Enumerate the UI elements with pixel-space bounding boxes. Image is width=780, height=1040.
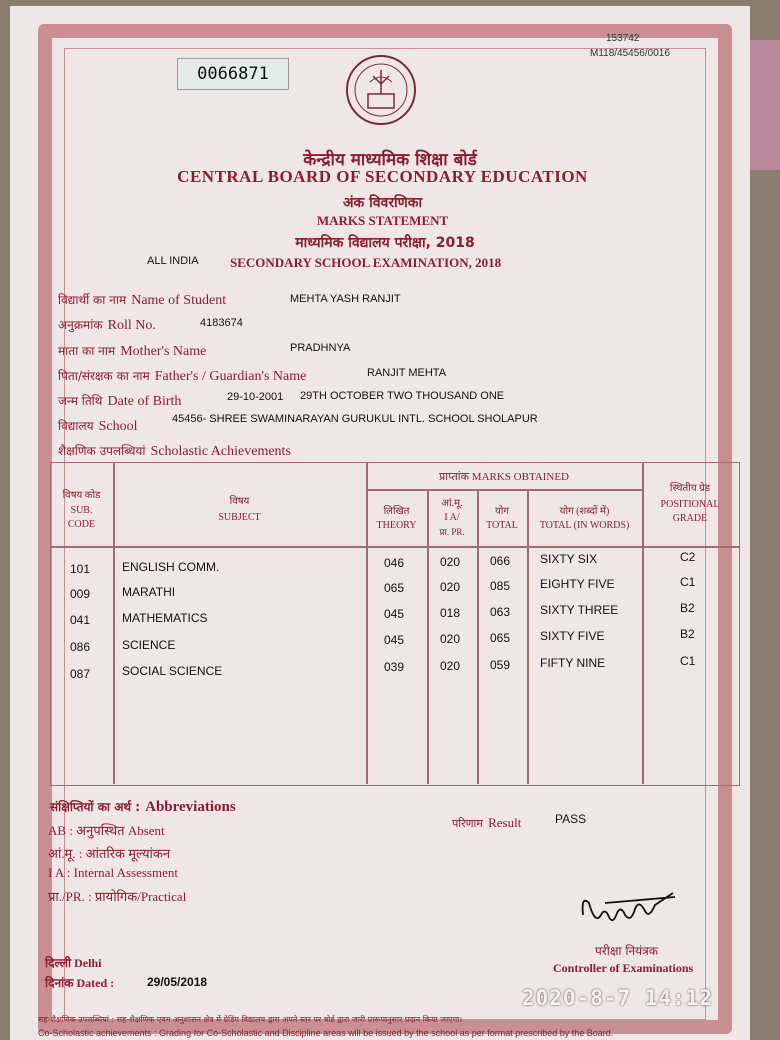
scholastic-hindi: शैक्षणिक उपलब्धियां bbox=[58, 444, 146, 458]
row2-subject: MARATHI bbox=[122, 585, 176, 599]
table-divider bbox=[50, 546, 740, 548]
school-label: School bbox=[98, 419, 138, 434]
row1-words: SIXTY SIX bbox=[540, 552, 598, 566]
header-subject: SUBJECT bbox=[218, 512, 261, 523]
row1-theory: 046 bbox=[384, 556, 405, 570]
header-code-1: SUB. bbox=[70, 505, 93, 516]
abbreviations-title-hindi: संक्षिप्तियों का अर्थ : bbox=[50, 800, 141, 814]
issue-date: 29/05/2018 bbox=[147, 975, 208, 989]
statement-title-hindi: अंक विवरणिका bbox=[342, 195, 423, 211]
region: ALL INDIA bbox=[147, 255, 199, 267]
row4-subject: SCIENCE bbox=[122, 638, 176, 652]
name-label-hindi: विद्यार्थी का नाम bbox=[58, 293, 127, 307]
roll-label-hindi: अनुक्रमांक bbox=[58, 318, 103, 332]
date-of-birth-words: 29TH OCTOBER TWO THOUSAND ONE bbox=[300, 390, 505, 402]
abbr-absent: AB : अनुपस्थित Absent bbox=[48, 823, 165, 838]
dob-label-hindi: जन्म तिथि bbox=[58, 394, 103, 408]
table-divider bbox=[366, 489, 642, 491]
row5-theory: 039 bbox=[384, 660, 405, 674]
header-total-hindi: योग bbox=[494, 506, 510, 517]
roll-number: 4183674 bbox=[200, 317, 243, 329]
header-theory-hindi: लिखित bbox=[383, 506, 410, 517]
result-label-hindi: परिणाम bbox=[452, 817, 483, 830]
serial-number: 0066871 bbox=[177, 58, 289, 90]
header-words-hindi: योग (शब्दों में) bbox=[559, 506, 610, 517]
row3-code: 041 bbox=[70, 613, 91, 627]
father-label-hindi: पिता/संरक्षक का नाम bbox=[58, 369, 150, 383]
mother-label-hindi: माता का नाम bbox=[58, 344, 116, 358]
header-subject-hindi: विषय bbox=[229, 496, 250, 507]
school-name: 45456- SHREE SWAMINARAYAN GURUKUL INTL. SCHOOL SHOLAPUR bbox=[172, 413, 538, 425]
mother-row bbox=[58, 340, 206, 360]
result-label-english: Result bbox=[488, 815, 522, 830]
header-grade-1: POSITIONAL bbox=[660, 499, 720, 510]
student-name-row bbox=[58, 289, 226, 309]
father-name: RANJIT MEHTA bbox=[367, 367, 447, 379]
board-title-hindi: केन्द्रीय माध्यमिक शिक्षा बोर्ड bbox=[303, 150, 477, 170]
row5-grade: C1 bbox=[680, 654, 696, 668]
row4-ia: 020 bbox=[440, 632, 461, 646]
name-label: Name of Student bbox=[131, 293, 227, 308]
table-divider bbox=[527, 489, 529, 784]
exam-title-english: SECONDARY SCHOOL EXAMINATION, 2018 bbox=[230, 255, 502, 270]
row5-total: 059 bbox=[490, 658, 511, 672]
abbr-practical: प्रा./PR. : प्रायोगिक/Practical bbox=[48, 889, 187, 904]
scholastic-heading bbox=[58, 440, 291, 460]
row5-code: 087 bbox=[70, 667, 91, 681]
row3-grade: B2 bbox=[680, 601, 695, 615]
header-words: TOTAL (IN WORDS) bbox=[539, 520, 630, 531]
roll-row bbox=[58, 314, 156, 334]
row5-words: FIFTY NINE bbox=[540, 656, 606, 670]
row1-code: 101 bbox=[70, 562, 91, 576]
result-value: PASS bbox=[555, 812, 587, 826]
student-name: MEHTA YASH RANJIT bbox=[290, 293, 401, 305]
row3-total: 063 bbox=[490, 605, 511, 619]
header-code-hindi: विषय कोड bbox=[62, 490, 101, 501]
row4-total: 065 bbox=[490, 631, 511, 645]
father-row bbox=[58, 365, 306, 385]
dob-label: Date of Birth bbox=[107, 394, 182, 409]
header-code-2: CODE bbox=[67, 519, 96, 530]
row1-total: 066 bbox=[490, 554, 511, 568]
abbreviations-title bbox=[50, 796, 236, 816]
header-theory: THEORY bbox=[376, 520, 417, 531]
row3-ia: 018 bbox=[440, 606, 461, 620]
row2-total: 085 bbox=[490, 579, 511, 593]
row2-theory: 065 bbox=[384, 581, 405, 595]
row5-ia: 020 bbox=[440, 659, 461, 673]
board-title-english: CENTRAL BOARD OF SECONDARY EDUCATION bbox=[177, 167, 588, 186]
row2-words: EIGHTY FIVE bbox=[540, 577, 615, 591]
row4-code: 086 bbox=[70, 640, 91, 654]
date-of-birth: 29-10-2001 bbox=[227, 391, 284, 403]
statement-title-english: MARKS STATEMENT bbox=[316, 213, 449, 228]
table-divider bbox=[477, 489, 479, 784]
row1-grade: C2 bbox=[680, 550, 696, 564]
top-code: 153742 bbox=[606, 33, 640, 44]
father-label: Father's / Guardian's Name bbox=[154, 369, 307, 384]
row3-words: SIXTY THREE bbox=[540, 603, 619, 617]
header-grade-2: GRADE bbox=[672, 513, 708, 524]
abbreviations-title-english: Abbreviations bbox=[145, 799, 236, 815]
reference-number: M118/45456/0016 bbox=[590, 48, 670, 59]
place: दिल्ली Delhi bbox=[45, 956, 102, 970]
header-total: TOTAL bbox=[486, 520, 518, 531]
abbr-ia: I A : Internal Assessment bbox=[48, 865, 178, 880]
cbse-emblem-icon bbox=[338, 52, 424, 132]
table-divider bbox=[113, 462, 115, 784]
row4-theory: 045 bbox=[384, 633, 405, 647]
row2-code: 009 bbox=[70, 587, 91, 601]
row5-subject: SOCIAL SCIENCE bbox=[122, 664, 223, 678]
abbr-ia-hindi: आं.मू. : आंतरिक मूल्यांकन bbox=[48, 846, 171, 861]
exam-title-hindi: माध्यमिक विद्यालय परीक्षा, 2018 bbox=[295, 235, 475, 251]
roll-label: Roll No. bbox=[107, 318, 156, 333]
row2-grade: C1 bbox=[680, 575, 696, 589]
header-grade-hindi: स्थितीय ग्रेड bbox=[669, 483, 711, 494]
header-marks-obtained: प्राप्तांक MARKS OBTAINED bbox=[438, 471, 570, 483]
mother-label: Mother's Name bbox=[120, 344, 207, 359]
row2-ia: 020 bbox=[440, 580, 461, 594]
controller-hindi: परीक्षा नियंत्रक bbox=[595, 944, 658, 958]
dob-row bbox=[58, 390, 181, 410]
row3-subject: MATHEMATICS bbox=[122, 611, 208, 625]
school-label-hindi: विद्यालय bbox=[58, 419, 94, 433]
footer-note-english: Co-Scholastic achievements : Grading for Co-Scholastic and Discipline areas will be issued by the school as per format prescribed by the Board. bbox=[38, 1028, 614, 1038]
header-ia-hindi: आं.मू. bbox=[441, 498, 463, 509]
row1-subject: ENGLISH COMM. bbox=[122, 560, 220, 574]
scholastic-english: Scholastic Achievements bbox=[150, 444, 291, 459]
row4-words: SIXTY FIVE bbox=[540, 629, 605, 643]
mother-name: PRADHNYA bbox=[290, 342, 351, 354]
controller-title: Controller of Examinations bbox=[553, 961, 694, 975]
controller-signature bbox=[575, 885, 685, 935]
header-pr: प्रा. PR. bbox=[439, 527, 465, 537]
footer-note-hindi: सह-शैक्षणिक उपलब्धियां : सह-शैक्षणिक एवम अनुशासन क्षेत्र में ग्रेडिंग विद्यालय द्वारा अपने स्तर पर बोर्ड द्वारा जारी प्रारूपानुसार प्रदान किया जाएगा। bbox=[38, 1015, 463, 1024]
photo-timestamp: 2020-8-7 14:12 bbox=[522, 986, 714, 1010]
dated-label: दिनांक Dated : bbox=[45, 976, 115, 990]
row4-grade: B2 bbox=[680, 627, 695, 641]
header-ia: I A/ bbox=[444, 512, 460, 523]
row1-ia: 020 bbox=[440, 555, 461, 569]
result-label bbox=[452, 812, 521, 831]
row3-theory: 045 bbox=[384, 607, 405, 621]
school-row bbox=[58, 415, 138, 435]
